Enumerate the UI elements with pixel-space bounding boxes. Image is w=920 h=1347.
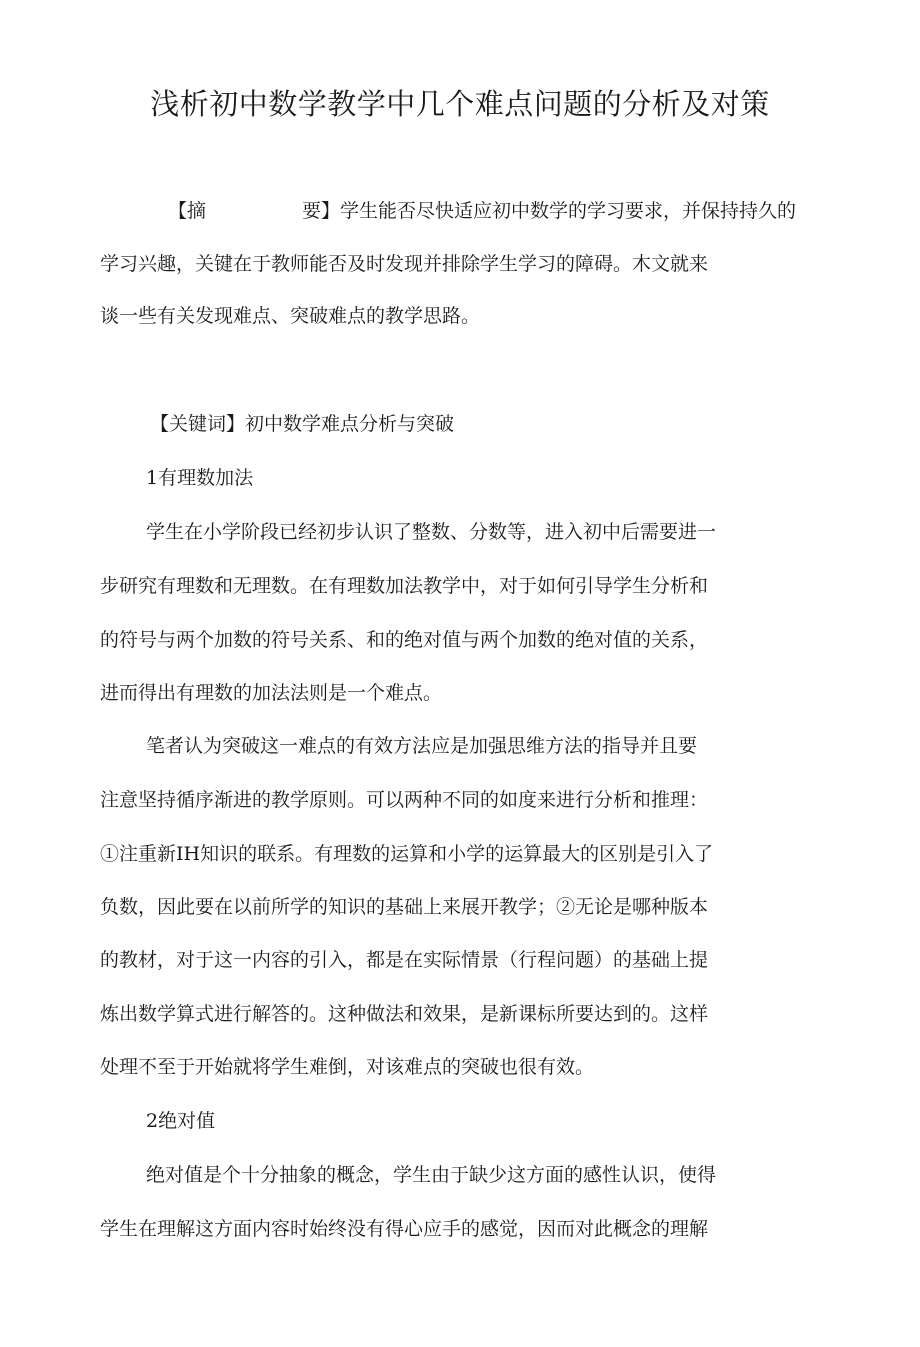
paragraph-line: 笔者认为突破这一难点的有效方法应是加强思维方法的指导并且要 <box>146 735 698 757</box>
section-heading: 2绝对值 <box>146 1110 216 1132</box>
paragraph-line: 注意坚持循序渐进的教学原则。可以两种不同的如度来进行分析和推理： <box>100 789 709 811</box>
keywords-line: 【关键词】初中数学难点分析与突破 <box>150 413 455 435</box>
paragraph-line: 步研究有理数和无理数。在有理数加法教学中，对于如何引导学生分析和 <box>100 575 709 597</box>
paragraph-line: 的符号与两个加数的符号关系、和的绝对值与两个加数的绝对值的关系， <box>100 629 709 651</box>
document-title: 浅析初中数学教学中几个难点问题的分析及对策 <box>150 87 770 121</box>
abstract-first-line <box>168 197 796 225</box>
paragraph-line: 的教材，对于这一内容的引入，都是在实际情景（行程问题）的基础上提 <box>100 949 709 971</box>
paragraph-line: 进而得出有理数的加法法则是一个难点。 <box>100 682 443 704</box>
abstract-line-3: 谈一些有关发现难点、突破难点的教学思路。 <box>100 305 481 327</box>
abstract-line-1: 学生能否尽快适应初中数学的学习要求，并保持持久的 <box>340 200 797 222</box>
paragraph-line: 学生在理解这方面内容时始终没有得心应手的感觉，因而对此概念的理解 <box>100 1218 709 1240</box>
paragraph-line: 炼出数学算式进行解答的。这种做法和效果，是新课标所要达到的。这样 <box>100 1003 709 1025</box>
paragraph-line: ①注重新IH知识的联系。有理数的运算和小学的运算最大的区别是引入了 <box>100 843 714 865</box>
paragraph-line: 处理不至于开始就将学生难倒，对该难点的突破也很有效。 <box>100 1056 595 1078</box>
abstract-line-2: 学习兴趣，关键在于教师能否及时发现并排除学生学习的障碍。木文就来 <box>100 253 709 275</box>
paragraph-line: 学生在小学阶段已经初步认识了整数、分数等，进入初中后需要进一 <box>146 521 717 543</box>
section-heading: 1有理数加法 <box>146 467 254 489</box>
abstract-label-close: 要】 <box>302 200 341 222</box>
abstract-label-open: 【摘 <box>168 200 207 222</box>
paragraph-line: 绝对值是个十分抽象的概念，学生由于缺少这方面的感性认识，使得 <box>146 1164 717 1186</box>
paragraph-line: 负数，因此要在以前所学的知识的基础上来展开教学；②无论是哪种版本 <box>100 896 709 918</box>
